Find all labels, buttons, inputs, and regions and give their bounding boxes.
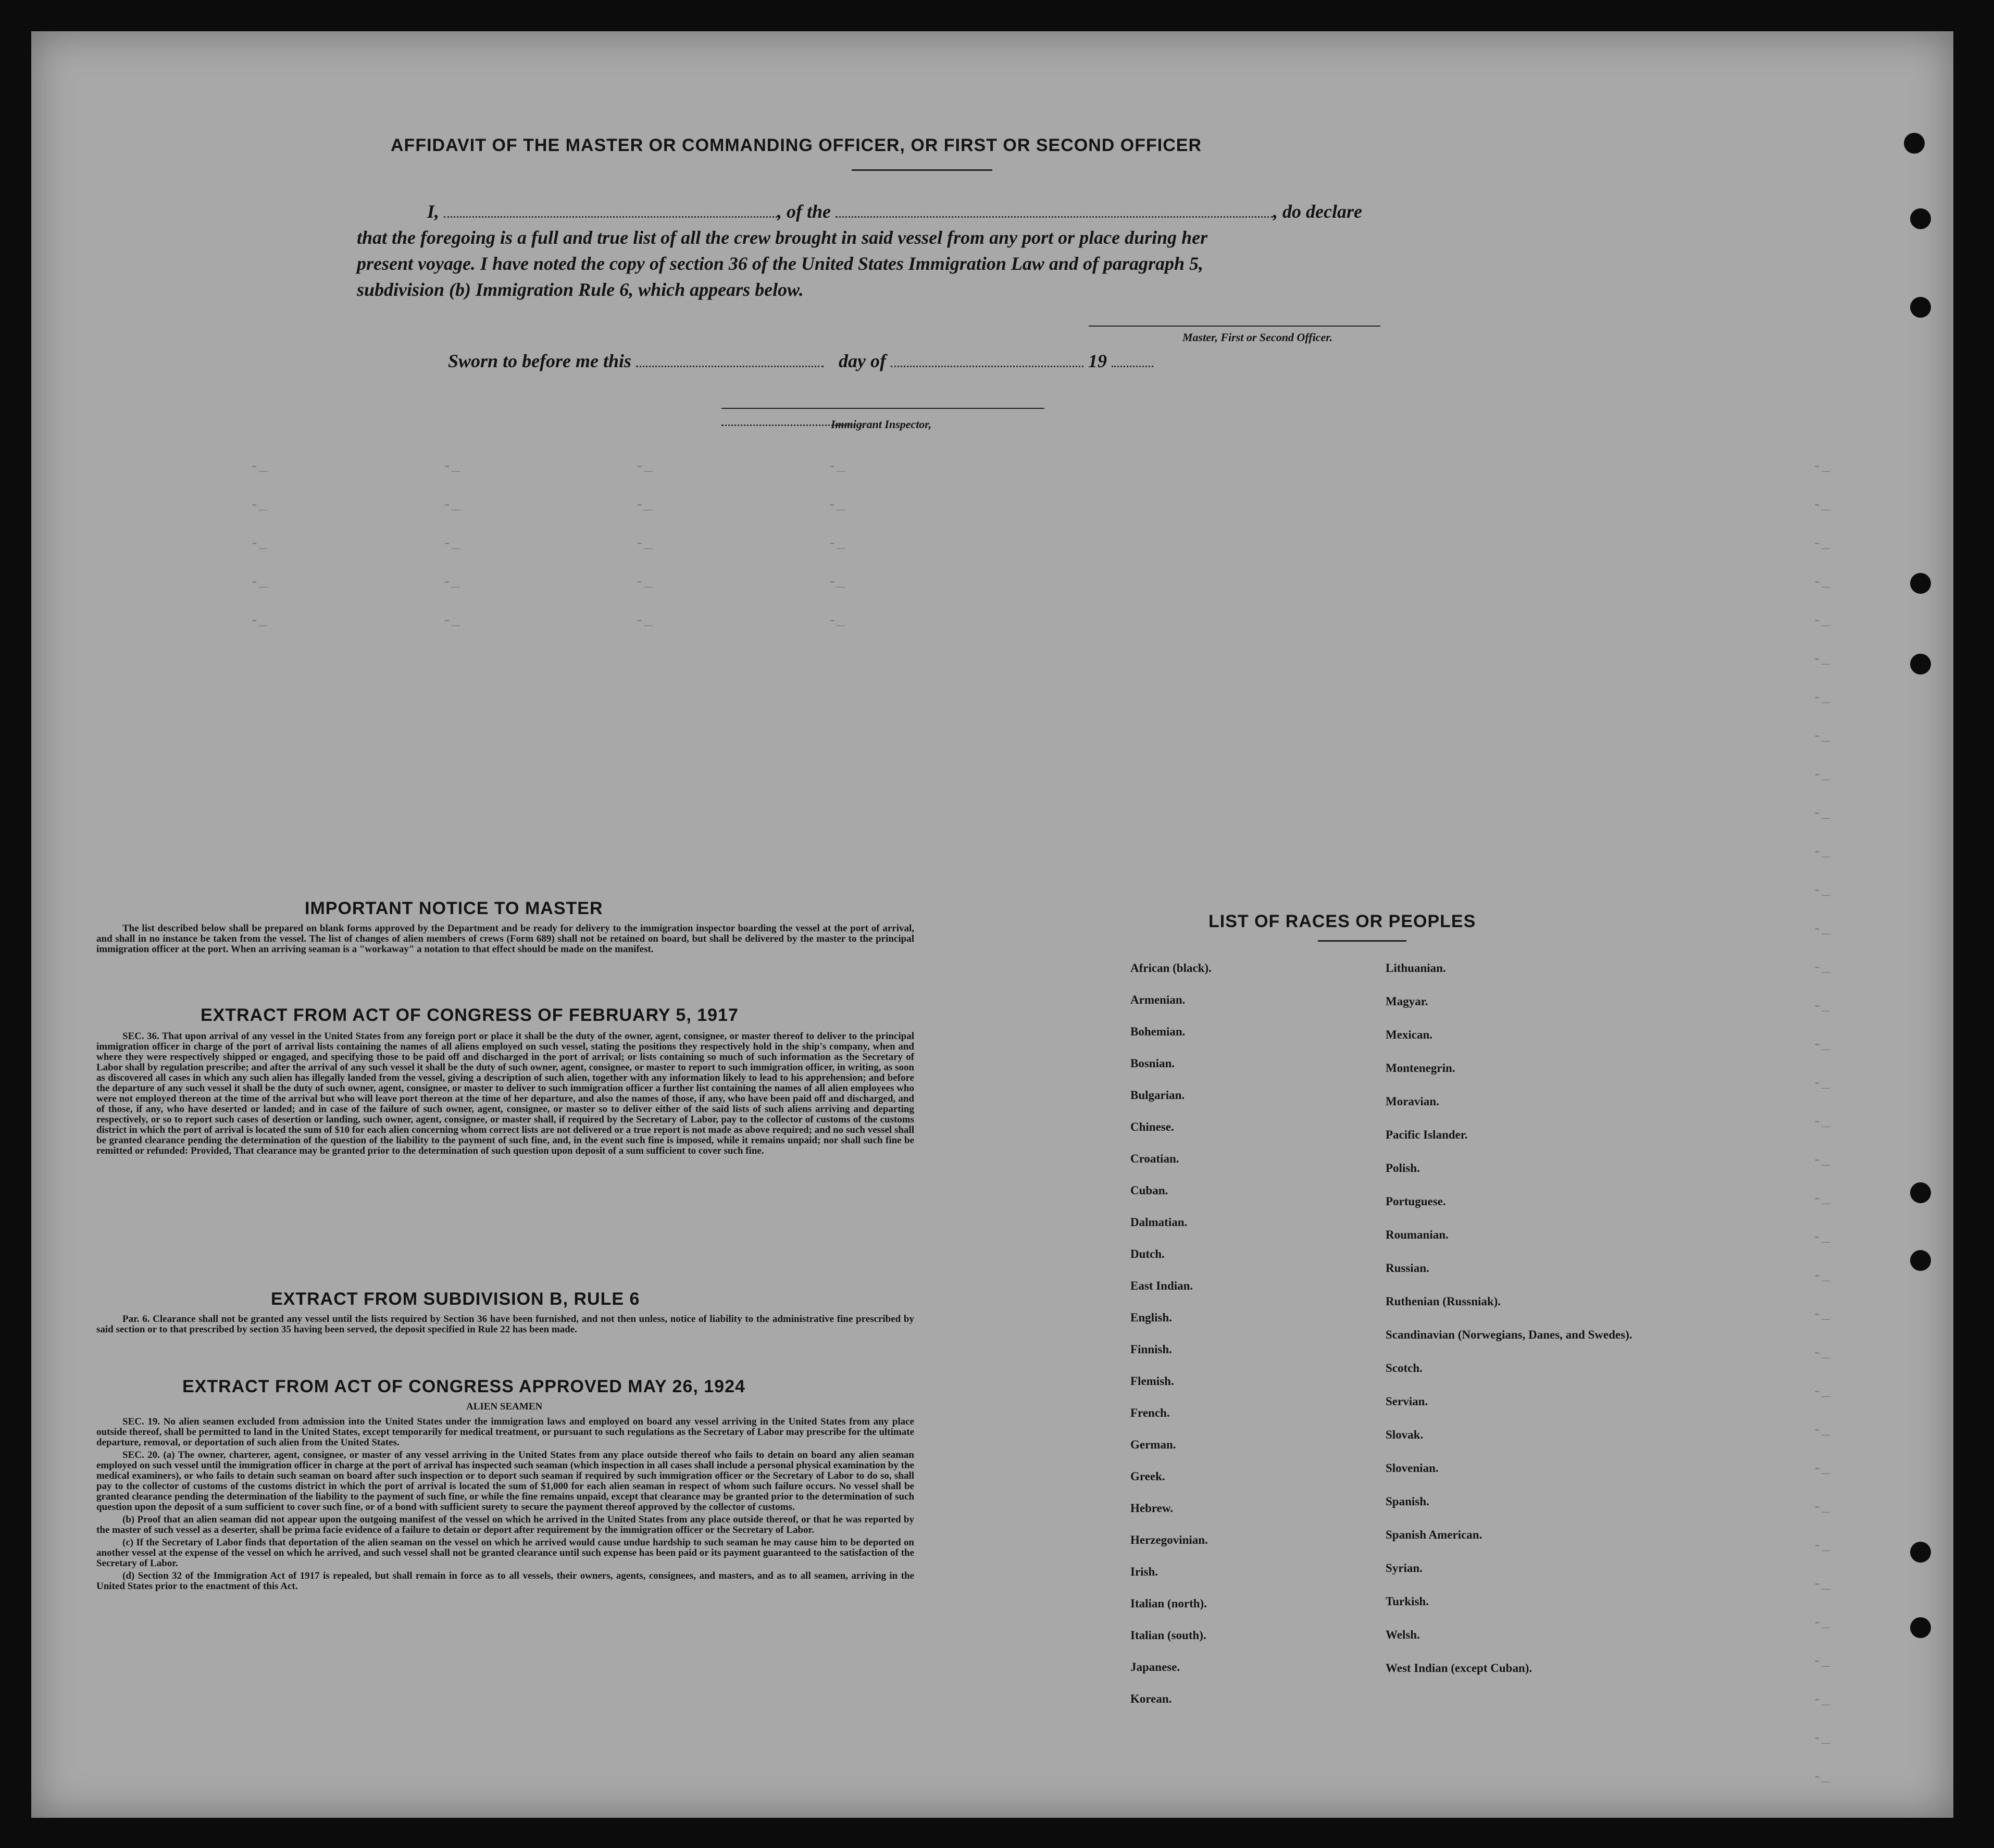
race-item: Russian. (1386, 1262, 1429, 1275)
race-item: Croatian. (1130, 1152, 1179, 1165)
race-item: Roumanian. (1386, 1228, 1449, 1241)
race-item: Italian (south). (1130, 1629, 1206, 1642)
race-item: Chinese. (1130, 1120, 1174, 1133)
affidavit-line2: that the foregoing is a full and true list of all the crew brought in said vessel from any port or place during her (357, 227, 1208, 248)
binder-hole (1910, 654, 1931, 675)
bleed-through-marks: -_ -_ -_ -_ -_ -_ -_ -_ -_ -_ -_ -_ -_ -_ -_ -_ -_ -_ -_ -_ (250, 459, 845, 629)
extract-1924-sec20d: (d) Section 32 of the Immigration Act of 1917 is repealed, but shall remain in force as to all vessels, their owners, agents, consignees, and masters, and as to all seamen, arriving in the United States prior to the enactment of this Act. (96, 1570, 914, 1592)
binder-hole (1910, 1250, 1931, 1271)
race-item: Slovak. (1386, 1428, 1424, 1441)
race-item: African (black). (1130, 962, 1212, 975)
vessel-blank[interactable] (836, 216, 1273, 218)
races-title-underline (1318, 940, 1406, 942)
extract-1917-text: SEC. 36. That upon arrival of any vessel in the United States from any foreign port or place it shall be the duty of the owner, agent, consignee, or master thereof to deliver to the principal immigration officer in charge of the port of arrival lists containing the names of all aliens employed on such vessel, stating the positions they respectively hold in the ship's company, when and where they were respectively shipped or engaged, and specifying those to be paid off and discharged in the port of arrival; or lists containing so much of such information as the Secretary of Labor shall by regulation prescribe; and after the arrival of any such vessel it shall be the duty of such owner, agent, consignee, or master to report to such immigration officer, in writing, as soon as discovered all cases in which any such alien has illegally landed from the vessel, giving a description of such alien, together with any information likely to lead to his apprehension; and before the departure of any such vessel it shall be the duty of such owner, agent, consignee, or master to deliver to such immigration officer a further list containing the names of all alien employees who were not employed thereon at the time of the arrival but who will leave port thereon at the time of her departure, and also the names of those, if any, who have been paid off and discharged, and of those, if any, who have deserted or landed; and in case of the failure of such owner, agent, consignee, or master so to deliver either of the said lists of such aliens arriving and departing respectively, or so to report such cases of desertion or landing, such owner, agent, consignee, or master shall, if required by the Secretary of Labor, pay to the collector of customs of the customs district in which the port of arrival is located the sum of $10 for each alien concerning whom correct lists are not delivered or a true report is not made as above required; and no such vessel shall be granted clearance pending the determination of the question of the liability to the payment of such fine, and, in the event such fine is imposed, while it remains unpaid; nor shall such fine be remitted or refunded: Provided, That clearance may be granted prior to the determination of such question upon deposit of a sum sufficient to cover such fine. (96, 1031, 914, 1156)
sworn-label: Sworn to before me this (448, 351, 632, 371)
name-blank[interactable] (444, 216, 777, 218)
race-item: Syrian. (1386, 1562, 1423, 1575)
races-title: LIST OF RACES OR PEOPLES (1208, 911, 1476, 931)
extract-rule6-title: EXTRACT FROM SUBDIVISION B, RULE 6 (271, 1289, 640, 1309)
race-item: Moravian. (1386, 1095, 1439, 1108)
race-item: Irish. (1130, 1565, 1158, 1578)
binder-hole (1904, 133, 1925, 154)
affidavit-title: AFFIDAVIT OF THE MASTER OR COMMANDING OFFICER, OR FIRST OR SECOND OFFICER (391, 135, 1202, 155)
race-item: Greek. (1130, 1470, 1165, 1483)
race-item: West Indian (except Cuban). (1386, 1662, 1532, 1675)
race-item: Italian (north). (1130, 1597, 1207, 1610)
race-item: Finnish. (1130, 1343, 1172, 1356)
inspector-caption: Immigrant Inspector, (831, 418, 932, 431)
binder-hole (1910, 297, 1931, 318)
race-item: English. (1130, 1311, 1172, 1324)
race-item: Spanish. (1386, 1495, 1429, 1508)
document-sheet (31, 31, 1953, 1818)
race-item: Portuguese. (1386, 1195, 1446, 1208)
notice-title: IMPORTANT NOTICE TO MASTER (305, 898, 603, 918)
race-item: Herzegovinian. (1130, 1533, 1208, 1546)
binder-hole (1910, 1182, 1931, 1203)
race-item: Dutch. (1130, 1247, 1165, 1260)
race-item: Ruthenian (Russniak). (1386, 1295, 1501, 1308)
extract-rule6-body (96, 1314, 914, 1337)
race-item: Montenegrin. (1386, 1062, 1455, 1075)
extract-1917-body (96, 1031, 914, 1158)
signature-caption: Master, First or Second Officer. (1182, 331, 1333, 344)
title-underline (852, 169, 992, 171)
affidavit-line4: subdivision (b) Immigration Rule 6, which appears below. (357, 279, 804, 300)
race-item: German. (1130, 1438, 1176, 1451)
race-item: Scotch. (1386, 1362, 1423, 1375)
race-item: Welsh. (1386, 1628, 1420, 1641)
race-item: Dalmatian. (1130, 1216, 1188, 1229)
affidavit-line1 (396, 201, 1417, 222)
affidavit-of-the: , of the (777, 201, 831, 222)
extract-1924-sec20a: SEC. 20. (a) The owner, charterer, agent, consignee, or master of any vessel arriving in the United States from any place outside thereof who fails to detain on board any alien seaman employed on such vessel until the immigration officer in charge at the port of arrival has inspected such seaman (which inspection in all cases shall include a personal physical examination by the medical examiners), or who fails to detain such seaman on board after such inspection or to deport such seaman if required by such immigration officer or the Secretary of Labor to do so, shall pay to the collector of customs of the customs district in which the port of arrival is located the sum of $1,000 for each alien seaman in respect of whom such failure occurs. No vessel shall be granted clearance pending the determination of the liability to the payment of such fine, or while the fine remains unpaid, except that clearance may be granted prior to the determination of such question upon the deposit of a sum sufficient to cover such fine, or of a bond with sufficient surety to secure the payment thereof approved by the collector of customs. (96, 1450, 915, 1513)
race-item: Mexican. (1386, 1028, 1433, 1041)
binder-hole (1910, 1617, 1931, 1638)
binder-hole (1910, 573, 1931, 594)
day-of-label: day of (839, 351, 887, 371)
race-item: Bulgarian. (1130, 1089, 1185, 1102)
race-item: Pacific Islander. (1386, 1128, 1468, 1141)
extract-1917-title: EXTRACT FROM ACT OF CONGRESS OF FEBRUARY 5, 1917 (201, 1005, 739, 1025)
bleed-through-marks: -_ -_ -_ -_ -_ -_ -_ -_ -_ -_ -_ -_ -_ -_ -_ -_ -_ -_ -_ -_ -_ -_ -_ -_ -_ -_ -_ -_ -_ -_ -_ -_ -_ -_ -_ (1813, 459, 1830, 1785)
race-item: Turkish. (1386, 1595, 1429, 1608)
races-column-1 (1130, 961, 1349, 1724)
race-item: Lithuanian. (1386, 962, 1446, 975)
race-item: French. (1130, 1406, 1170, 1419)
year-blank[interactable] (1112, 366, 1153, 367)
race-item: East Indian. (1130, 1279, 1193, 1292)
extract-1924-sec19: SEC. 19. No alien seamen excluded from admission into the United States under the immigration laws and employed on board any vessel arriving in the United States from any place outside thereof, shall be permitted to land in the United States, except temporarily for medical treatment, or pursuant to such regulations as the Secretary of Labor may prescribe for the ultimate departure, removal, or deportation of such alien from the United States. (96, 1416, 914, 1448)
race-item: Servian. (1386, 1395, 1428, 1408)
race-item: Bosnian. (1130, 1057, 1175, 1070)
extract-1924-title: EXTRACT FROM ACT OF CONGRESS APPROVED MAY 26, 1924 (182, 1377, 745, 1396)
race-item: Japanese. (1130, 1660, 1180, 1674)
extract-1924-subtitle: ALIEN SEAMEN (466, 1401, 543, 1412)
affidavit-do-declare: , do declare (1273, 201, 1362, 222)
binder-hole (1910, 208, 1931, 229)
race-item: Flemish. (1130, 1375, 1174, 1388)
extract-1924-body (96, 1417, 914, 1594)
race-item: Magyar. (1386, 995, 1428, 1008)
notice-text: The list described below shall be prepared on blank forms approved by the Department and be ready for delivery to the immigration inspector boarding the vessel at the port of arrival, and shall in no instance be taken from the vessel. The list of changes of alien members of crews (Form 689) shall not be retained on board, but shall be delivered by the master to the principal immigration officer at the port. When an arriving seaman is a "workaway" a notation to that effect should be made on the manifest. (96, 923, 914, 955)
race-item: Bohemian. (1130, 1025, 1186, 1038)
signature-line[interactable] (1089, 326, 1380, 327)
extract-1924-sec20c: (c) If the Secretary of Labor finds that deportation of the alien seaman on the vessel on which he arrived would cause undue hardship to such seaman he may cause him to be deported on another vessel at the expense of the vessel on which he arrived, and such vessel shall not be granted clearance until such expense has been paid or its payment guaranteed to the satisfaction of the Secretary of Labor. (96, 1537, 914, 1569)
race-item: Armenian. (1130, 993, 1186, 1006)
race-item: Scandinavian (Norwegians, Danes, and Swedes). (1386, 1328, 1632, 1341)
sworn-line (448, 350, 1153, 372)
race-item: Polish. (1386, 1162, 1420, 1175)
race-item: Slovenian. (1386, 1462, 1439, 1475)
race-item: Korean. (1130, 1692, 1172, 1705)
affidavit-line3: present voyage. I have noted the copy of section 36 of the United States Immigration Law and of paragraph 5, (357, 253, 1203, 274)
extract-1924-sec20b: (b) Proof that an alien seaman did not appear upon the outgoing manifest of the vessel on which he arrived in the United States from any place outside thereof, or that he was reported by the master of such vessel as a deserter, shall be prima facie evidence of a failure to detain or deport after requirement by the immigration officer or the Secretary of Labor. (96, 1514, 914, 1535)
race-item: Cuban. (1130, 1184, 1168, 1197)
month-blank[interactable] (891, 366, 1083, 367)
race-item: Hebrew. (1130, 1502, 1173, 1515)
extract-rule6-text: Par. 6. Clearance shall not be granted any vessel until the lists required by Section 36 have been furnished, and not then unless, notice of liability to the administrative fine prescribed by said section or to that prescribed by section 35 having been served, the deposit specified in Rule 22 has been made. (96, 1314, 914, 1335)
races-column-2 (1386, 961, 1656, 1694)
binder-hole (1910, 1542, 1931, 1563)
inspector-signature-line[interactable] (721, 408, 1044, 409)
affidavit-i: I, (427, 201, 440, 222)
day-blank[interactable] (636, 366, 824, 367)
year-label: 19 (1088, 351, 1107, 371)
notice-body (96, 923, 914, 957)
race-item: Spanish American. (1386, 1528, 1482, 1541)
